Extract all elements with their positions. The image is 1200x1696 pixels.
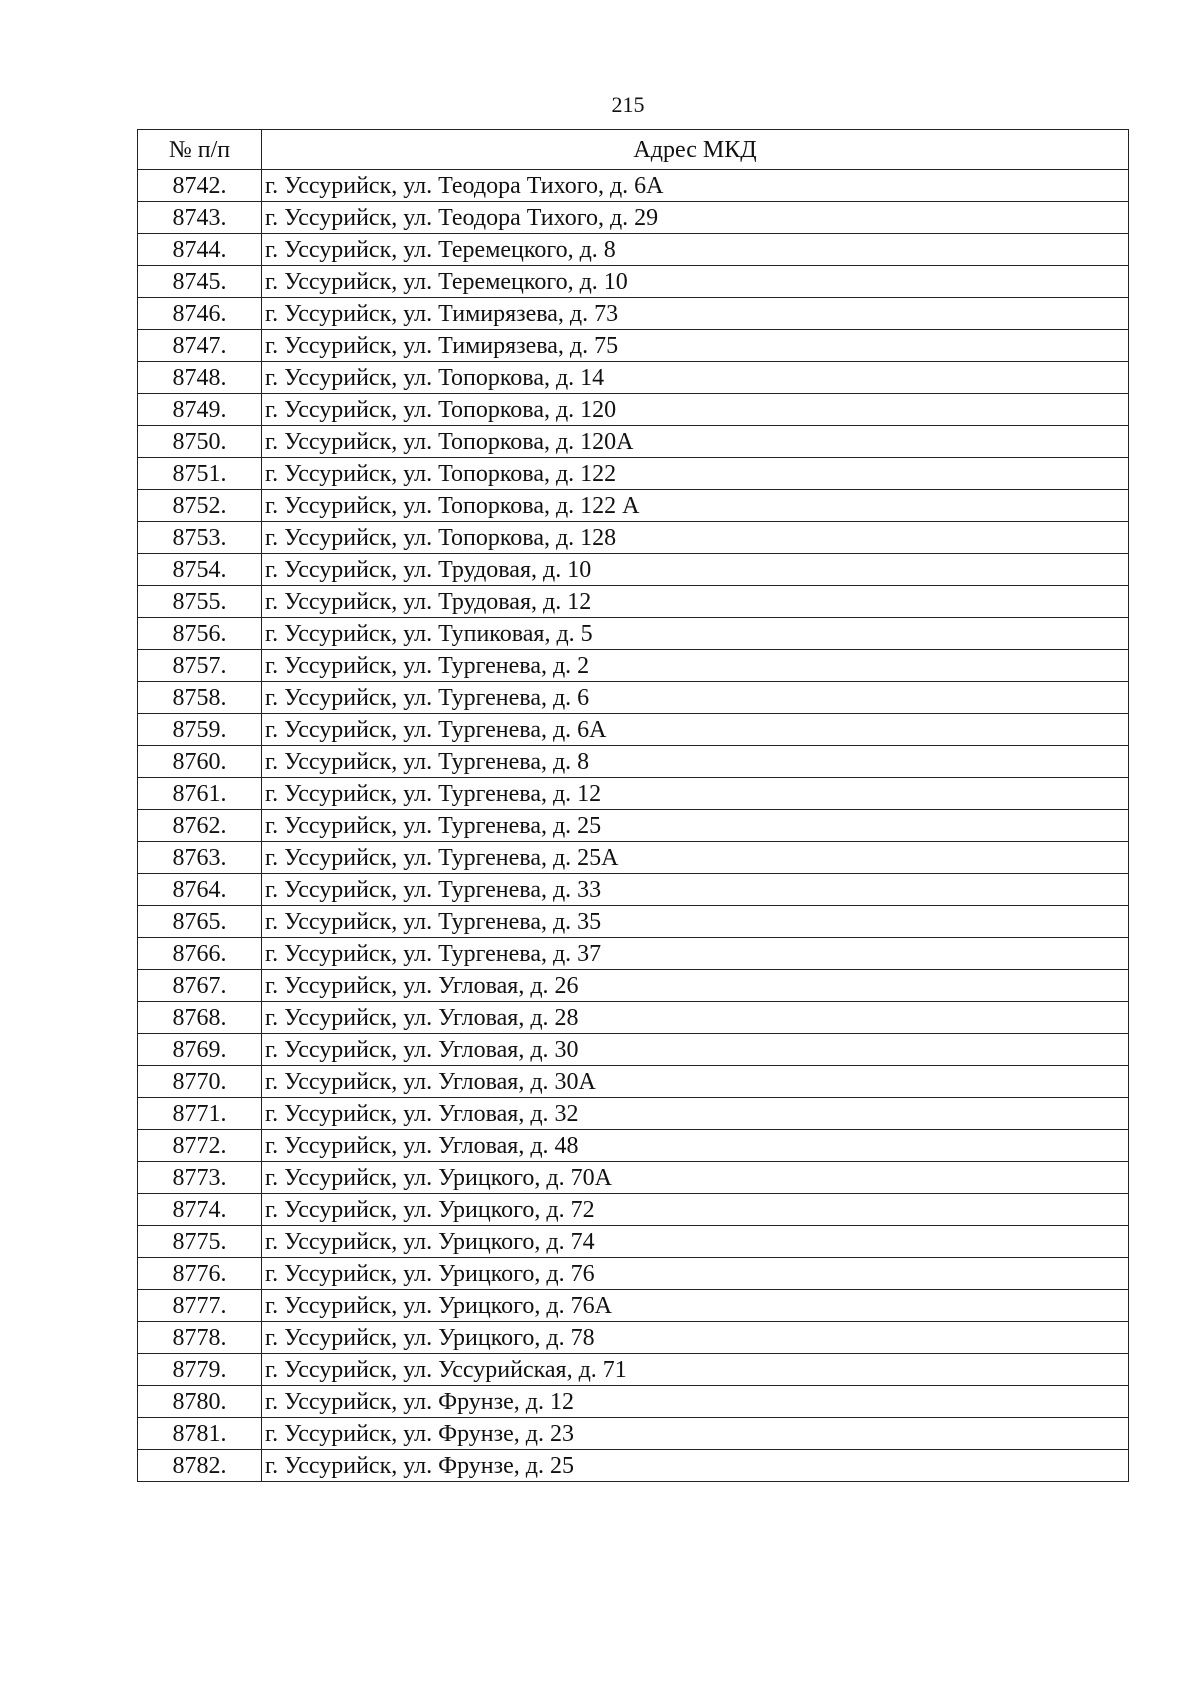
table-row: [138, 1386, 1129, 1418]
address-cell: г. Уссурийск, ул. Урицкого, д. 76А: [262, 1290, 1129, 1322]
row-number-cell: 8743.: [138, 202, 262, 234]
table-row: [138, 1354, 1129, 1386]
address-cell: г. Уссурийск, ул. Угловая, д. 30: [262, 1034, 1129, 1066]
table-row: [138, 170, 1129, 202]
address-cell: г. Уссурийск, ул. Тургенева, д. 6: [262, 682, 1129, 714]
row-number-cell: 8774.: [138, 1194, 262, 1226]
table-row: [138, 362, 1129, 394]
table-row: [138, 874, 1129, 906]
row-number-cell: 8749.: [138, 394, 262, 426]
address-cell: г. Уссурийск, ул. Трудовая, д. 10: [262, 554, 1129, 586]
row-number-cell: 8768.: [138, 1002, 262, 1034]
table-row: [138, 1290, 1129, 1322]
row-number-cell: 8763.: [138, 842, 262, 874]
row-number-cell: 8781.: [138, 1418, 262, 1450]
table-row: [138, 1098, 1129, 1130]
table-row: [138, 1194, 1129, 1226]
address-cell: г. Уссурийск, ул. Тургенева, д. 35: [262, 906, 1129, 938]
page-number: 215: [611, 92, 645, 117]
row-number-cell: 8776.: [138, 1258, 262, 1290]
table-row: [138, 1226, 1129, 1258]
address-cell: г. Уссурийск, ул. Угловая, д. 28: [262, 1002, 1129, 1034]
address-cell: г. Уссурийск, ул. Топоркова, д. 14: [262, 362, 1129, 394]
address-cell: г. Уссурийск, ул. Теодора Тихого, д. 29: [262, 202, 1129, 234]
row-number-cell: 8779.: [138, 1354, 262, 1386]
table-row: [138, 1418, 1129, 1450]
row-number-cell: 8760.: [138, 746, 262, 778]
row-number-cell: 8762.: [138, 810, 262, 842]
address-cell: г. Уссурийск, ул. Тимирязева, д. 73: [262, 298, 1129, 330]
address-cell: г. Уссурийск, ул. Угловая, д. 48: [262, 1130, 1129, 1162]
row-number-cell: 8766.: [138, 938, 262, 970]
address-cell: г. Уссурийск, ул. Топоркова, д. 122: [262, 458, 1129, 490]
table-row: [138, 266, 1129, 298]
row-number-cell: 8751.: [138, 458, 262, 490]
table-row: [138, 906, 1129, 938]
row-number-cell: 8772.: [138, 1130, 262, 1162]
address-cell: г. Уссурийск, ул. Теремецкого, д. 10: [262, 266, 1129, 298]
row-number-cell: 8780.: [138, 1386, 262, 1418]
address-cell: г. Уссурийск, ул. Тургенева, д. 6А: [262, 714, 1129, 746]
table-row: [138, 1066, 1129, 1098]
address-cell: г. Уссурийск, ул. Тургенева, д. 33: [262, 874, 1129, 906]
row-number-cell: 8782.: [138, 1450, 262, 1482]
table-row: [138, 426, 1129, 458]
table-row: [138, 394, 1129, 426]
row-number-cell: 8761.: [138, 778, 262, 810]
table-row: [138, 618, 1129, 650]
table-header: [138, 130, 1129, 170]
table-row: [138, 1034, 1129, 1066]
address-cell: г. Уссурийск, ул. Тургенева, д. 2: [262, 650, 1129, 682]
table-row: [138, 522, 1129, 554]
address-cell: г. Уссурийск, ул. Урицкого, д. 74: [262, 1226, 1129, 1258]
address-cell: г. Уссурийск, ул. Тупиковая, д. 5: [262, 618, 1129, 650]
table-row: [138, 778, 1129, 810]
row-number-cell: 8750.: [138, 426, 262, 458]
row-number-cell: 8752.: [138, 490, 262, 522]
row-number-cell: 8773.: [138, 1162, 262, 1194]
table-row: [138, 1002, 1129, 1034]
row-number-cell: 8770.: [138, 1066, 262, 1098]
table-row: [138, 970, 1129, 1002]
address-cell: г. Уссурийск, ул. Тургенева, д. 25А: [262, 842, 1129, 874]
table-row: [138, 1322, 1129, 1354]
table-row: [138, 938, 1129, 970]
table-row: [138, 714, 1129, 746]
row-number-cell: 8764.: [138, 874, 262, 906]
table-row: [138, 330, 1129, 362]
address-cell: г. Уссурийск, ул. Тургенева, д. 37: [262, 938, 1129, 970]
address-cell: г. Уссурийск, ул. Тургенева, д. 25: [262, 810, 1129, 842]
address-cell: г. Уссурийск, ул. Топоркова, д. 122 А: [262, 490, 1129, 522]
row-number-cell: 8744.: [138, 234, 262, 266]
address-cell: г. Уссурийск, ул. Урицкого, д. 72: [262, 1194, 1129, 1226]
address-cell: г. Уссурийск, ул. Трудовая, д. 12: [262, 586, 1129, 618]
row-number-cell: 8747.: [138, 330, 262, 362]
row-number-cell: 8758.: [138, 682, 262, 714]
number-column-header: № п/п: [138, 130, 262, 170]
address-cell: г. Уссурийск, ул. Уссурийская, д. 71: [262, 1354, 1129, 1386]
row-number-cell: 8769.: [138, 1034, 262, 1066]
row-number-cell: 8767.: [138, 970, 262, 1002]
address-cell: г. Уссурийск, ул. Тургенева, д. 12: [262, 778, 1129, 810]
row-number-cell: 8765.: [138, 906, 262, 938]
row-number-cell: 8745.: [138, 266, 262, 298]
address-cell: г. Уссурийск, ул. Тургенева, д. 8: [262, 746, 1129, 778]
row-number-cell: 8755.: [138, 586, 262, 618]
row-number-cell: 8778.: [138, 1322, 262, 1354]
row-number-cell: 8742.: [138, 170, 262, 202]
address-column-header: Адрес МКД: [262, 130, 1129, 170]
row-number-cell: 8748.: [138, 362, 262, 394]
address-cell: г. Уссурийск, ул. Тимирязева, д. 75: [262, 330, 1129, 362]
table-row: [138, 1130, 1129, 1162]
address-cell: г. Уссурийск, ул. Урицкого, д. 78: [262, 1322, 1129, 1354]
table-row: [138, 682, 1129, 714]
address-cell: г. Уссурийск, ул. Урицкого, д. 76: [262, 1258, 1129, 1290]
address-cell: г. Уссурийск, ул. Урицкого, д. 70А: [262, 1162, 1129, 1194]
address-cell: г. Уссурийск, ул. Фрунзе, д. 25: [262, 1450, 1129, 1482]
table-row: [138, 746, 1129, 778]
row-number-cell: 8771.: [138, 1098, 262, 1130]
table-row: [138, 202, 1129, 234]
address-cell: г. Уссурийск, ул. Топоркова, д. 128: [262, 522, 1129, 554]
address-cell: г. Уссурийск, ул. Топоркова, д. 120: [262, 394, 1129, 426]
table-row: [138, 458, 1129, 490]
address-cell: г. Уссурийск, ул. Теремецкого, д. 8: [262, 234, 1129, 266]
row-number-cell: 8777.: [138, 1290, 262, 1322]
address-cell: г. Уссурийск, ул. Топоркова, д. 120А: [262, 426, 1129, 458]
table-row: [138, 234, 1129, 266]
table-row: [138, 490, 1129, 522]
row-number-cell: 8756.: [138, 618, 262, 650]
table-row: [138, 810, 1129, 842]
table-row: [138, 554, 1129, 586]
table-header-row: [138, 130, 1129, 170]
table-row: [138, 298, 1129, 330]
table-row: [138, 586, 1129, 618]
address-cell: г. Уссурийск, ул. Угловая, д. 30А: [262, 1066, 1129, 1098]
row-number-cell: 8775.: [138, 1226, 262, 1258]
address-cell: г. Уссурийск, ул. Фрунзе, д. 23: [262, 1418, 1129, 1450]
row-number-cell: 8759.: [138, 714, 262, 746]
address-cell: г. Уссурийск, ул. Фрунзе, д. 12: [262, 1386, 1129, 1418]
row-number-cell: 8753.: [138, 522, 262, 554]
address-table: [137, 129, 1129, 1482]
address-cell: г. Уссурийск, ул. Теодора Тихого, д. 6А: [262, 170, 1129, 202]
row-number-cell: 8754.: [138, 554, 262, 586]
row-number-cell: 8757.: [138, 650, 262, 682]
table-row: [138, 650, 1129, 682]
address-cell: г. Уссурийск, ул. Угловая, д. 26: [262, 970, 1129, 1002]
table-row: [138, 842, 1129, 874]
table-row: [138, 1258, 1129, 1290]
address-cell: г. Уссурийск, ул. Угловая, д. 32: [262, 1098, 1129, 1130]
table-body: [138, 170, 1129, 1482]
row-number-cell: 8746.: [138, 298, 262, 330]
table-row: [138, 1450, 1129, 1482]
table-row: [138, 1162, 1129, 1194]
